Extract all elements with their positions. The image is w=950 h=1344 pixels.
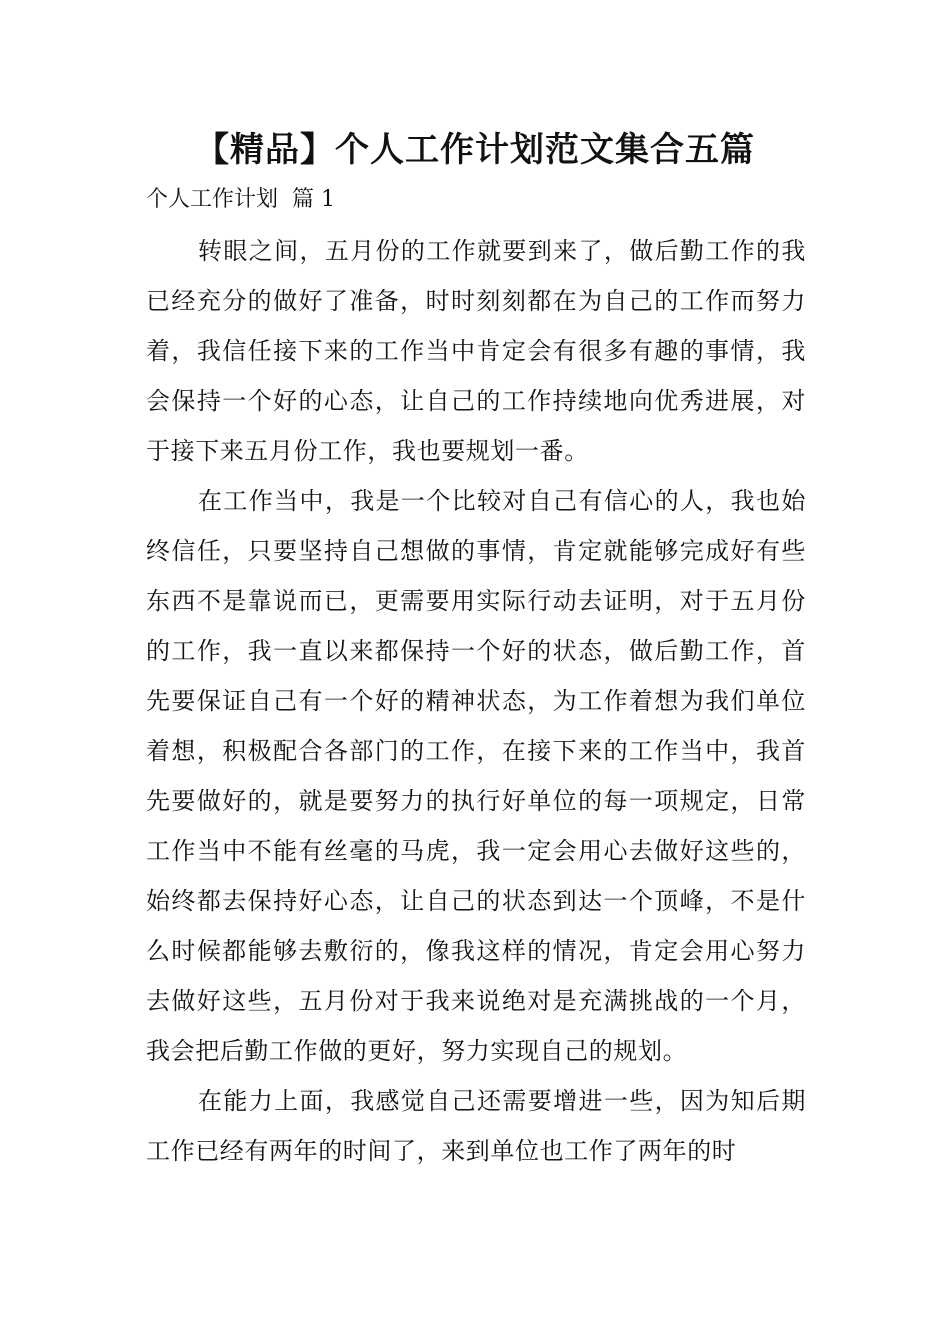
document-title: 【精品】个人工作计划范文集合五篇	[195, 130, 755, 170]
paragraph-2: 在工作当中，我是一个比较对自己有信心的人，我也始终信任，只要坚持自己想做的事情，肯定就能够完成好有些东西不是靠说而已，更需要用实际行动去证明，对于五月份的工作，我一直以来都保持一个好的状态，做后勤工作，首先要保证自己有一个好的精神状态，为工作着想为我们单位着想，积极配合各部门的工作，在接下来的工作当中，我首先要做好的，就是要努力的执行好单位的每一项规定，日常工作当中不能有丝毫的马虎，我一定会用心去做好这些的，始终都去保持好心态，让自己的状态到达一个顶峰，不是什么时候都能够去敷衍的，像我这样的情况，肯定会用心努力去做好这些，五月份对于我来说绝对是充满挑战的一个月，我会把后勤工作做的更好，努力实现自己的规划。	[146, 487, 806, 1065]
paragraph-1: 转眼之间，五月份的工作就要到来了，做后勤工作的我已经充分的做好了准备，时时刻刻都在为自己的工作而努力着，我信任接下来的工作当中肯定会有很多有趣的事情，我会保持一个好的心态，让自己的工作持续地向优秀进展，对于接下来五月份工作，我也要规划一番。	[146, 237, 806, 465]
paragraph-3: 在能力上面，我感觉自己还需要增进一些，因为知后期工作已经有两年的时间了，来到单位也工作了两年的时	[146, 1087, 806, 1165]
document-body	[146, 226, 806, 1176]
section-heading: 个人工作计划 篇 1	[146, 187, 335, 212]
